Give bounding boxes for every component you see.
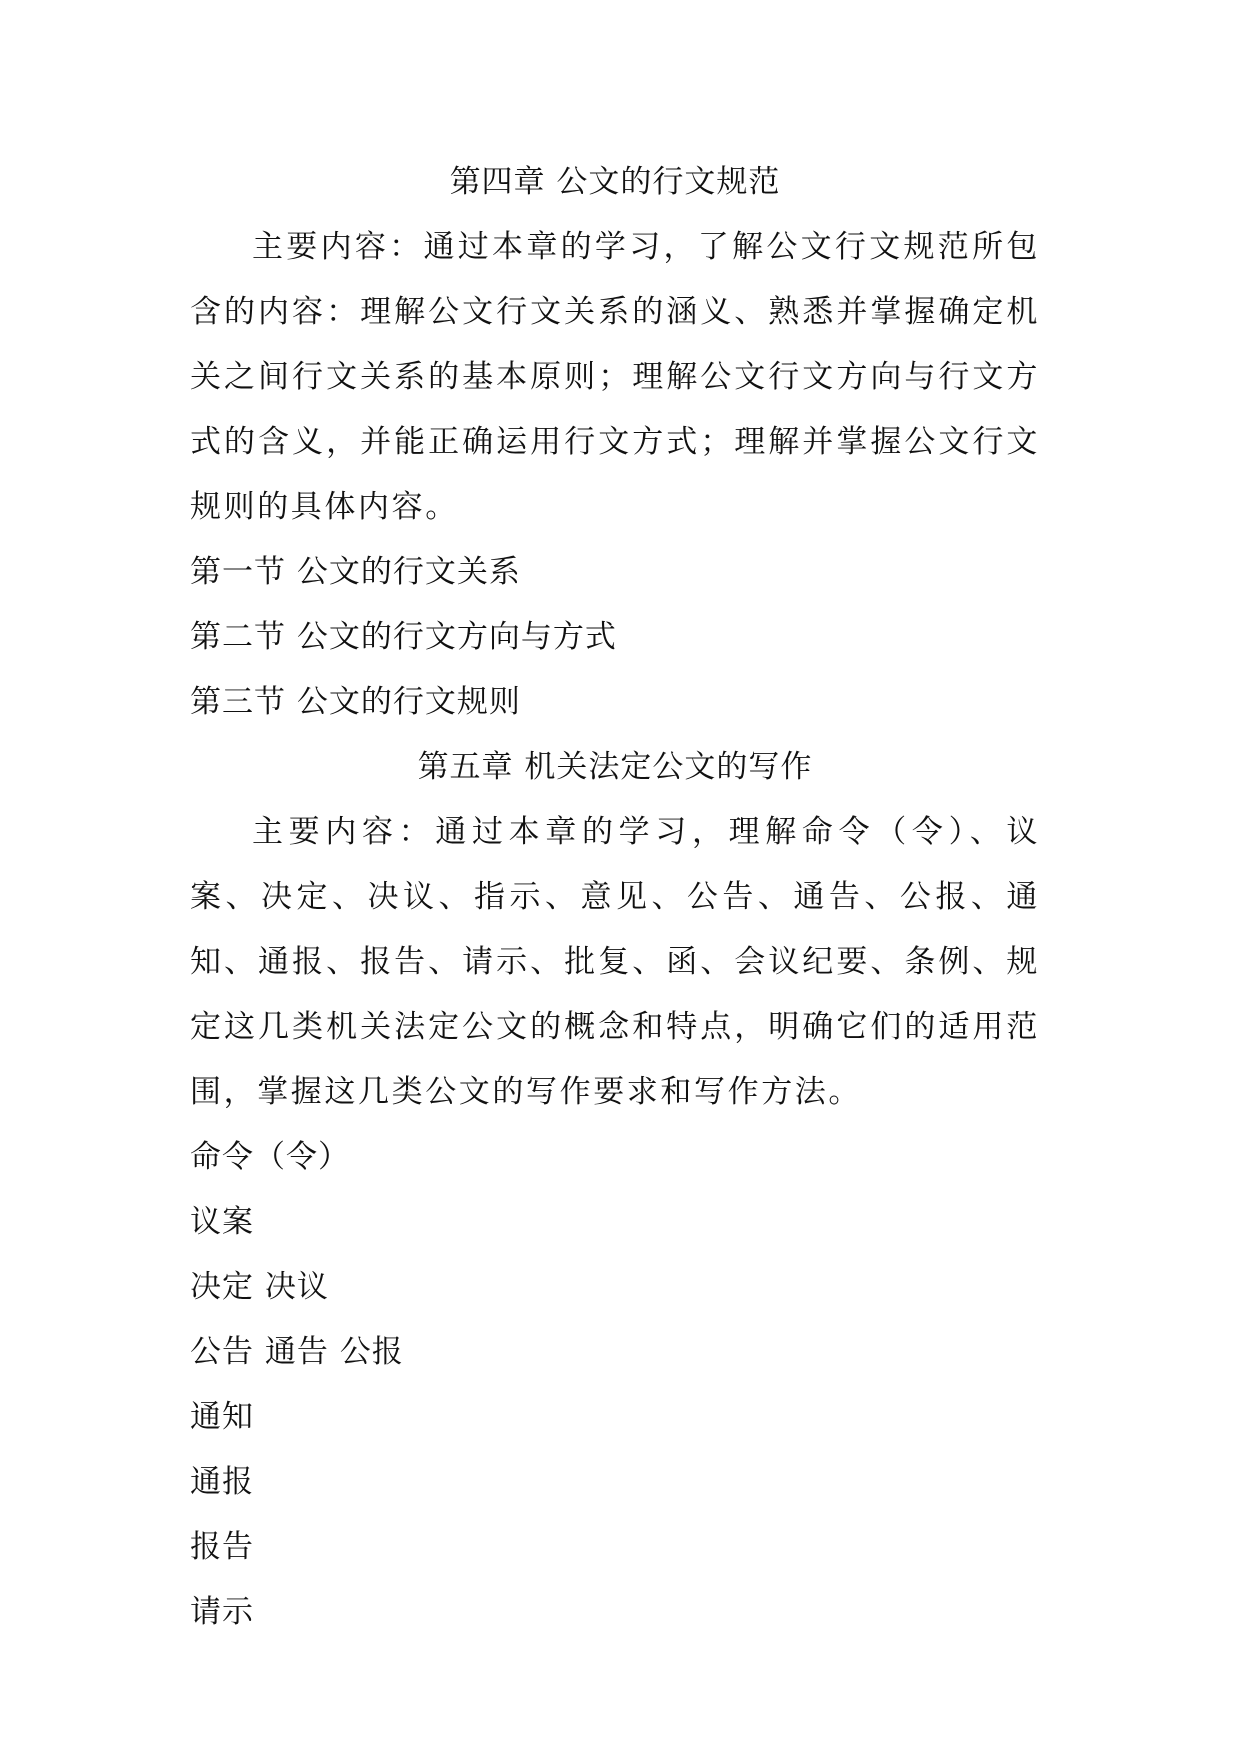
chapter-5-item-6: 通报 xyxy=(190,1464,254,1500)
chapter-4-title: 第四章 公文的行文规范 xyxy=(449,164,781,200)
chapter-5-item-5: 通知 xyxy=(190,1399,254,1435)
chapter-5-item-2: 议案 xyxy=(190,1204,254,1240)
chapter-5-item-7: 报告 xyxy=(190,1529,254,1565)
chapter-4-section-2: 第二节 公文的行文方向与方式 xyxy=(190,619,617,655)
chapter-4-summary: 主要内容：通过本章的学习，了解公文行文规范所包含的内容：理解公文行文关系的涵义、熟悉并掌握确定机关之间行文关系的基本原则；理解公文行文方向与行文方式的含义，并能正确运用行文方式；理解并掌握公文行文规则的具体内容。 xyxy=(190,229,1040,525)
chapter-5-title: 第五章 机关法定公文的写作 xyxy=(417,749,813,785)
chapter-5-item-1: 命令（令） xyxy=(190,1139,350,1175)
chapter-5-item-4: 公告 通告 公报 xyxy=(190,1334,404,1370)
chapter-5-summary: 主要内容：通过本章的学习，理解命令（令）、议案、决定、决议、指示、意见、公告、通告、公报、通知、通报、报告、请示、批复、函、会议纪要、条例、规定这几类机关法定公文的概念和特点，明确它们的适用范围，掌握这几类公文的写作要求和写作方法。 xyxy=(190,814,1040,1110)
chapter-5-item-8: 请示 xyxy=(190,1594,254,1630)
document-page xyxy=(190,150,1040,1645)
chapter-5-item-3: 决定 决议 xyxy=(190,1269,329,1305)
chapter-4-section-1: 第一节 公文的行文关系 xyxy=(190,554,521,590)
chapter-4-section-3: 第三节 公文的行文规则 xyxy=(190,684,521,720)
